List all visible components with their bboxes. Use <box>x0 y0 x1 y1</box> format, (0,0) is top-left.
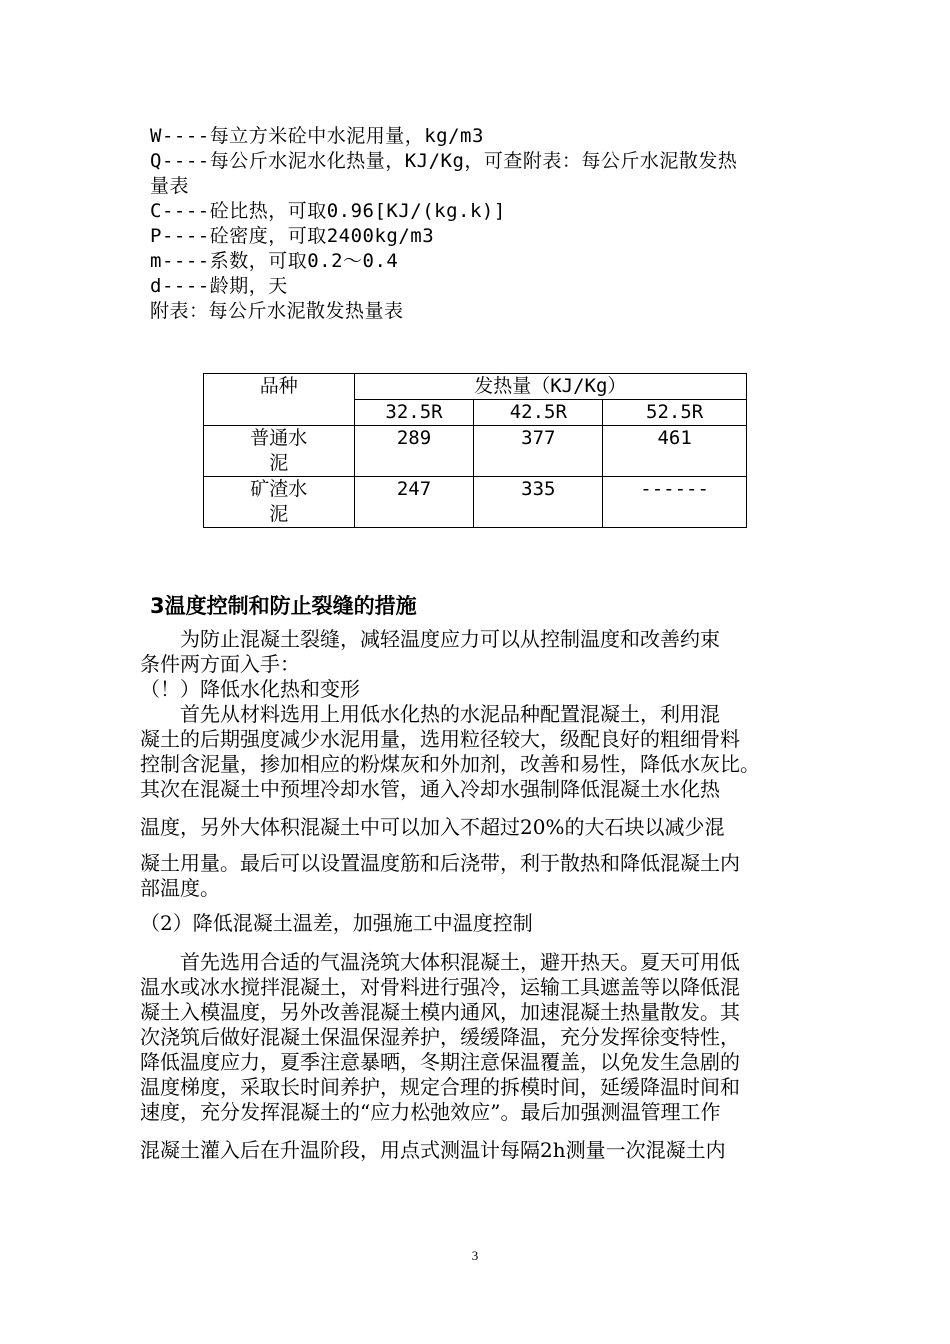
body-line: 混凝土灌入后在升温阶段，用点式测温计每隔2h测量一次混凝土内 <box>140 1138 726 1162</box>
variety-name-line: 矿渣水 <box>250 478 308 500</box>
table-variety-cell <box>204 426 355 477</box>
table-value-cell: 461 <box>603 426 747 477</box>
body-line: 温水或冰水搅拌混凝土，对骨料进行强冷，运输工具遮盖等以降低混 <box>140 975 740 999</box>
body-line: 为防止混凝土裂缝，减轻温度应力可以从控制温度和改善约束 <box>140 627 720 651</box>
definition-line: W----每立方米砼中水泥用量，kg/m3 <box>150 125 484 147</box>
table-header-row <box>204 374 747 400</box>
body-line: 凝土用量。最后可以设置温度筋和后浇带，利于散热和降低混凝土内 <box>140 851 740 875</box>
table-header-heat: 发热量（KJ/Kg） <box>354 374 746 400</box>
table-row <box>204 477 747 528</box>
appendix-table-caption: 附表：每公斤水泥散发热量表 <box>150 300 404 322</box>
table-value-cell: ------ <box>603 477 747 528</box>
body-line: 部温度。 <box>140 876 220 900</box>
body-line: 降低温度应力，夏季注意暴晒，冬期注意保温覆盖，以免发生急剧的 <box>140 1050 740 1074</box>
body-line: 凝土入模温度，另外改善混凝土模内通风，加速混凝土热量散发。其 <box>140 1000 740 1024</box>
definition-line: C----砼比热，可取0.96[KJ/(kg.k)] <box>150 200 506 222</box>
table-grade-cell: 32.5R <box>354 400 474 426</box>
table-value-cell: 377 <box>474 426 603 477</box>
table-value-cell: 247 <box>354 477 474 528</box>
table-grade-cell: 42.5R <box>474 400 603 426</box>
body-line: 条件两方面入手： <box>140 652 300 676</box>
table-header-variety: 品种 <box>204 374 355 426</box>
body-line: 首先从材料选用上用低水化热的水泥品种配置混凝土，利用混 <box>140 702 720 726</box>
body-line: 其次在混凝土中预埋冷却水管，通入冷却水强制降低混凝土水化热 <box>140 777 720 801</box>
variety-name-line: 泥 <box>269 452 289 474</box>
page-number: 3 <box>471 1248 479 1263</box>
table-grade-cell: 52.5R <box>603 400 747 426</box>
definition-line: P----砼密度，可取2400kg/m3 <box>150 225 435 247</box>
heat-release-table <box>203 373 747 528</box>
table-variety-cell <box>204 477 355 528</box>
subheading: （2）降低混凝土温差，加强施工中温度控制 <box>140 911 533 935</box>
body-line: 凝土的后期强度减少水泥用量，选用粒径较大，级配良好的粗细骨料 <box>140 727 740 751</box>
table-row <box>204 426 747 477</box>
variety-name-line: 泥 <box>269 503 289 525</box>
body-line: 温度梯度，采取长时间养护，规定合理的拆模时间，延缓降温时间和 <box>140 1075 740 1099</box>
table-value-cell: 289 <box>354 426 474 477</box>
definition-line: m----系数，可取0.2～0.4 <box>150 250 399 272</box>
body-line: 速度，充分发挥混凝土的“应力松弛效应”。最后加强测温管理工作 <box>140 1100 721 1124</box>
definition-line: 量表 <box>150 175 190 197</box>
subheading: （！）降低水化热和变形 <box>140 677 360 701</box>
definition-line: Q----每公斤水泥水化热量，KJ/Kg，可查附表：每公斤水泥散发热 <box>150 150 738 172</box>
body-line: 温度，另外大体积混凝土中可以加入不超过20%的大石块以减少混 <box>140 815 725 839</box>
definition-line: d----龄期，天 <box>150 275 288 297</box>
body-line: 首先选用合适的气温浇筑大体积混凝土，避开热天。夏天可用低 <box>140 950 740 974</box>
body-line: 控制含泥量，掺加相应的粉煤灰和外加剂，改善和易性，降低水灰比。 <box>140 752 760 776</box>
table-value-cell: 335 <box>474 477 603 528</box>
section-heading: 3温度控制和防止裂缝的措施 <box>150 594 417 618</box>
body-line: 次浇筑后做好混凝土保温保湿养护，缓缓降温，充分发挥徐变特性， <box>140 1025 740 1049</box>
variety-name-line: 普通水 <box>250 427 308 449</box>
